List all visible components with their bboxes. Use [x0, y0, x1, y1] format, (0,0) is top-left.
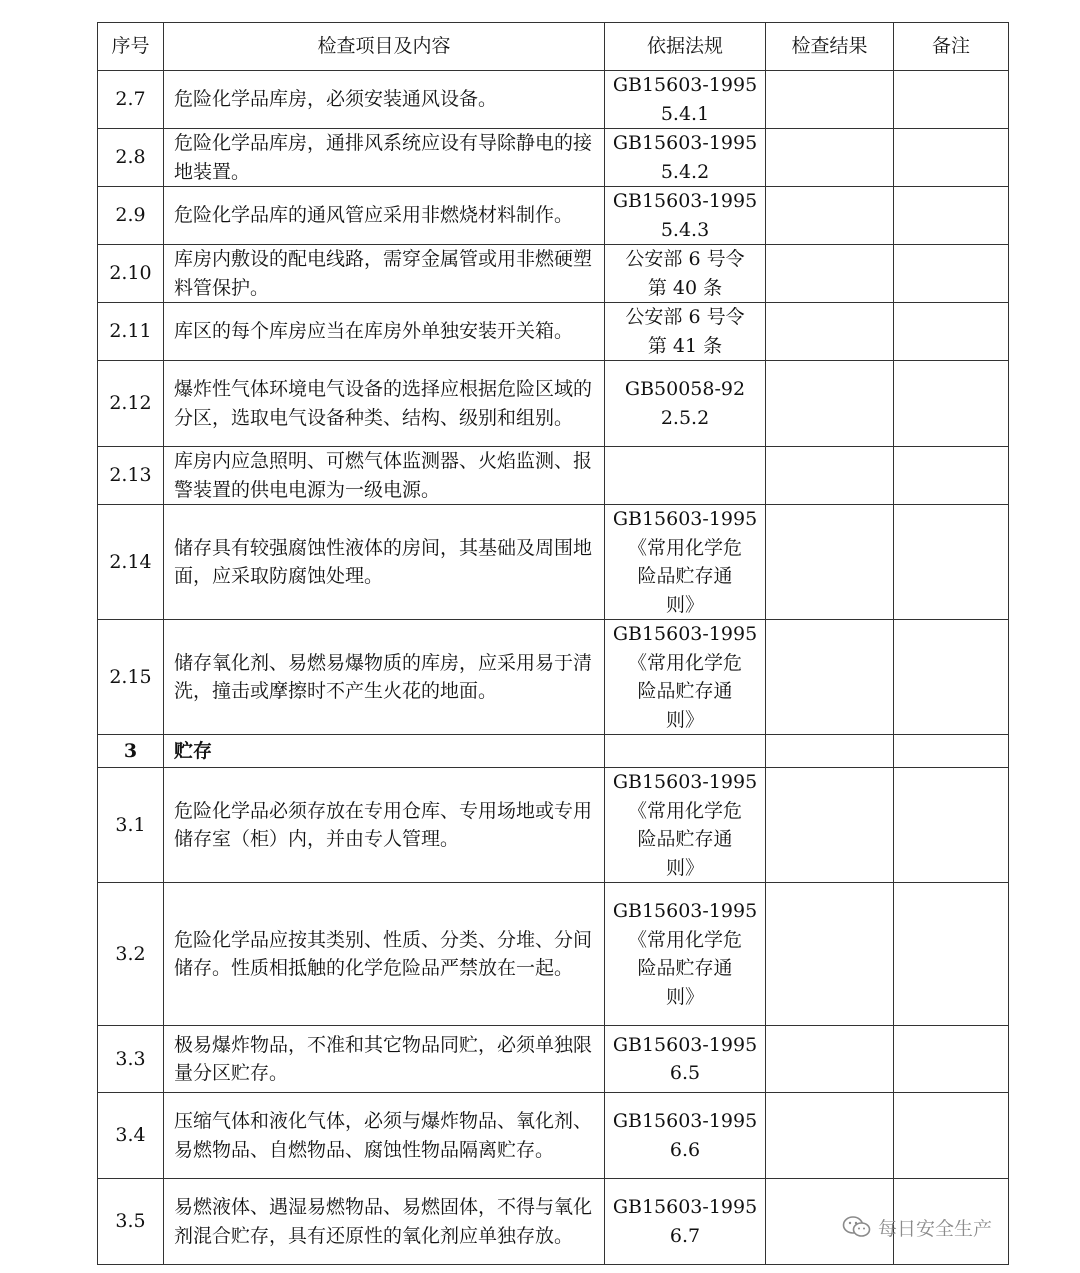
row-item: 库区的每个库房应当在库房外单独安装开关箱。 — [164, 303, 605, 361]
row-item: 危险化学品必须存放在专用仓库、专用场地或专用储存室（柜）内，并由专人管理。 — [164, 768, 605, 883]
row-basis: GB15603-1995 《常用化学危 险品贮存通 则》 — [605, 620, 766, 735]
row-no: 3.4 — [98, 1093, 164, 1179]
row-remark — [894, 883, 1009, 1026]
row-no: 2.12 — [98, 361, 164, 447]
row-basis — [605, 447, 766, 505]
row-basis: 公安部 6 号令 第 40 条 — [605, 245, 766, 303]
row-no: 2.13 — [98, 447, 164, 505]
row-result — [766, 620, 894, 735]
table-row — [98, 1093, 1009, 1179]
row-item: 易燃液体、遇湿易燃物品、易燃固体，不得与氧化剂混合贮存，具有还原性的氧化剂应单独存放。 — [164, 1179, 605, 1265]
watermark — [842, 1210, 992, 1244]
table-row — [98, 303, 1009, 361]
table-row — [98, 187, 1009, 245]
table-row — [98, 620, 1009, 735]
row-item: 压缩气体和液化气体，必须与爆炸物品、氧化剂、易燃物品、自燃物品、腐蚀性物品隔离贮存。 — [164, 1093, 605, 1179]
header-remark: 备注 — [894, 23, 1009, 71]
row-item: 极易爆炸物品，不准和其它物品同贮，必须单独限量分区贮存。 — [164, 1026, 605, 1093]
table-row — [98, 129, 1009, 187]
row-basis: 公安部 6 号令 第 41 条 — [605, 303, 766, 361]
row-no: 3.2 — [98, 883, 164, 1026]
row-result — [766, 187, 894, 245]
row-no: 2.8 — [98, 129, 164, 187]
row-no: 3 — [98, 735, 164, 768]
row-basis: GB15603-1995 6.6 — [605, 1093, 766, 1179]
header-item: 检查项目及内容 — [164, 23, 605, 71]
table-row — [98, 505, 1009, 620]
row-item: 库房内敷设的配电线路，需穿金属管或用非燃硬塑料管保护。 — [164, 245, 605, 303]
row-basis: GB15603-1995 《常用化学危 险品贮存通 则》 — [605, 505, 766, 620]
row-remark — [894, 71, 1009, 129]
row-remark — [894, 620, 1009, 735]
row-remark — [894, 245, 1009, 303]
row-remark — [894, 505, 1009, 620]
table-row — [98, 361, 1009, 447]
inspection-table — [97, 22, 1009, 1265]
row-result — [766, 883, 894, 1026]
row-result — [766, 71, 894, 129]
header-no: 序号 — [98, 23, 164, 71]
row-remark — [894, 447, 1009, 505]
row-item: 危险化学品库房，必须安装通风设备。 — [164, 71, 605, 129]
row-remark — [894, 1026, 1009, 1093]
row-basis — [605, 735, 766, 768]
row-result — [766, 1026, 894, 1093]
row-no: 2.7 — [98, 71, 164, 129]
row-item: 库房内应急照明、可燃气体监测器、火焰监测、报警装置的供电电源为一级电源。 — [164, 447, 605, 505]
row-item: 危险化学品应按其类别、性质、分类、分堆、分间储存。性质相抵触的化学危险品严禁放在一起。 — [164, 883, 605, 1026]
row-result — [766, 447, 894, 505]
row-no: 2.15 — [98, 620, 164, 735]
row-no: 2.11 — [98, 303, 164, 361]
row-basis: GB15603-1995 6.7 — [605, 1179, 766, 1265]
row-result — [766, 303, 894, 361]
wechat-icon — [842, 1215, 872, 1239]
row-basis: GB15603-1995 《常用化学危 险品贮存通 则》 — [605, 883, 766, 1026]
row-no: 3.5 — [98, 1179, 164, 1265]
header-result: 检查结果 — [766, 23, 894, 71]
row-basis: GB15603-1995 5.4.3 — [605, 187, 766, 245]
row-result — [766, 361, 894, 447]
table-row — [98, 71, 1009, 129]
row-no: 3.1 — [98, 768, 164, 883]
row-basis: GB15603-1995 5.4.2 — [605, 129, 766, 187]
table-row — [98, 1026, 1009, 1093]
row-result — [766, 768, 894, 883]
table-row — [98, 768, 1009, 883]
row-result — [766, 505, 894, 620]
row-basis: GB15603-1995 《常用化学危 险品贮存通 则》 — [605, 768, 766, 883]
row-basis: GB50058-92 2.5.2 — [605, 361, 766, 447]
row-no: 2.14 — [98, 505, 164, 620]
row-item: 贮存 — [164, 735, 605, 768]
row-item: 储存氧化剂、易燃易爆物质的库房，应采用易于清洗，撞击或摩擦时不产生火花的地面。 — [164, 620, 605, 735]
table-row — [98, 735, 1009, 768]
row-remark — [894, 129, 1009, 187]
row-remark — [894, 303, 1009, 361]
row-result — [766, 245, 894, 303]
row-result — [766, 129, 894, 187]
table-row — [98, 883, 1009, 1026]
row-item: 危险化学品库的通风管应采用非燃烧材料制作。 — [164, 187, 605, 245]
header-basis: 依据法规 — [605, 23, 766, 71]
row-result — [766, 1093, 894, 1179]
row-item: 爆炸性气体环境电气设备的选择应根据危险区域的分区，选取电气设备种类、结构、级别和组别。 — [164, 361, 605, 447]
row-basis: GB15603-1995 6.5 — [605, 1026, 766, 1093]
row-remark — [894, 1093, 1009, 1179]
row-remark — [894, 735, 1009, 768]
row-basis: GB15603-1995 5.4.1 — [605, 71, 766, 129]
row-no: 2.10 — [98, 245, 164, 303]
row-item: 储存具有较强腐蚀性液体的房间，其基础及周围地面，应采取防腐蚀处理。 — [164, 505, 605, 620]
row-remark — [894, 187, 1009, 245]
table-row — [98, 447, 1009, 505]
table-row — [98, 245, 1009, 303]
row-item: 危险化学品库房，通排风系统应设有导除静电的接地装置。 — [164, 129, 605, 187]
row-remark — [894, 768, 1009, 883]
row-remark — [894, 361, 1009, 447]
watermark-text: 每日安全生产 — [878, 1217, 993, 1240]
row-no: 3.3 — [98, 1026, 164, 1093]
table-header-row — [98, 23, 1009, 71]
row-no: 2.9 — [98, 187, 164, 245]
row-result — [766, 735, 894, 768]
